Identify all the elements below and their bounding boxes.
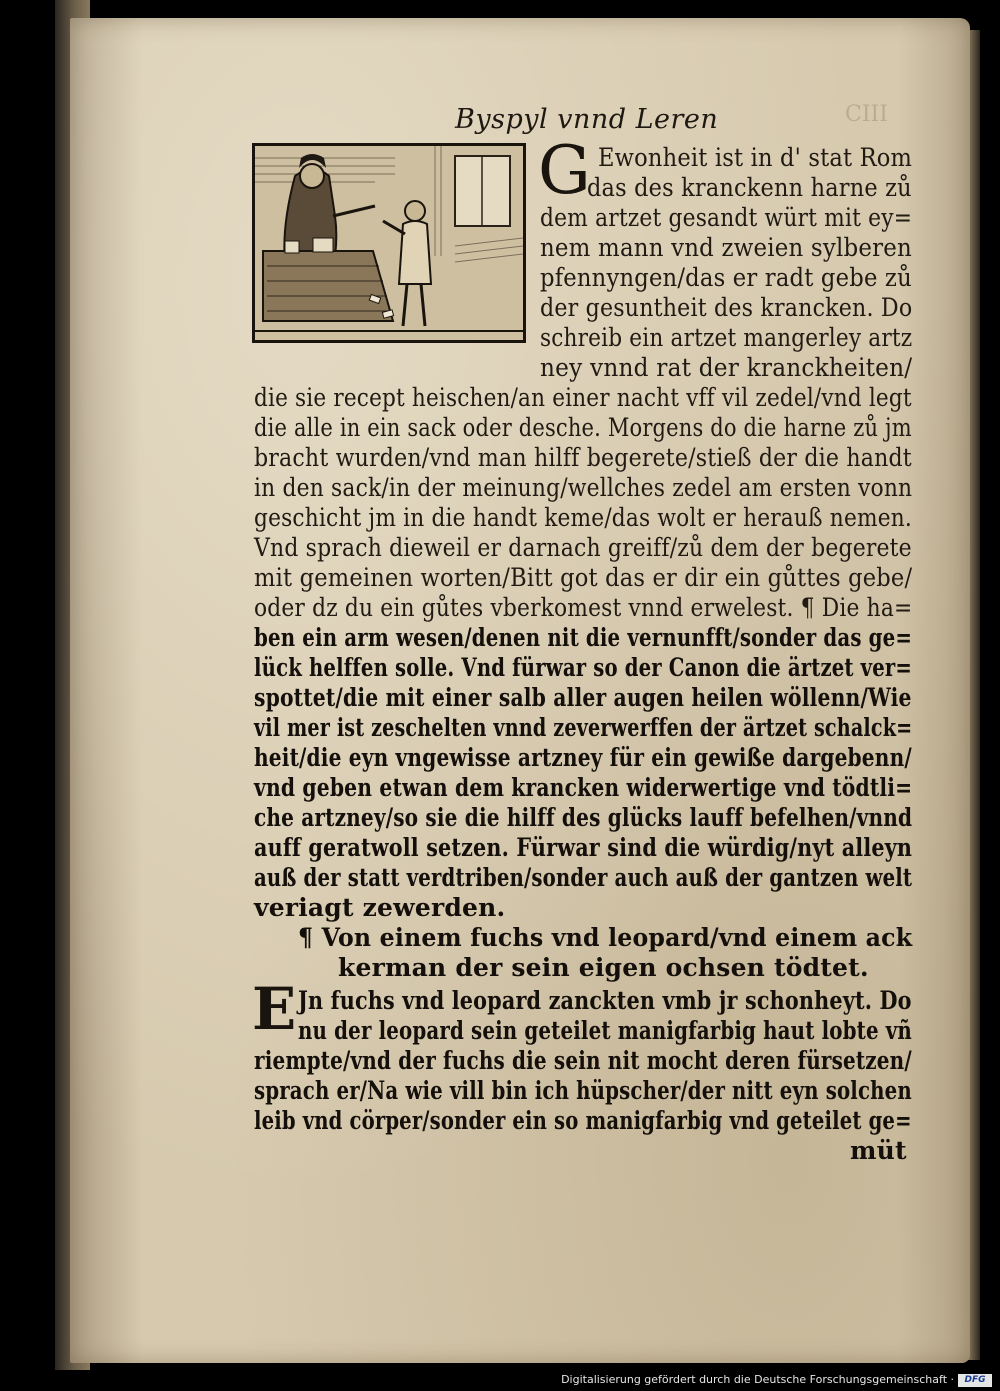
text-line: schreib ein artzet mangerley artz xyxy=(540,323,913,352)
text-line: die sie recept heischen/an einer nacht vff vil zedel/vnd legt xyxy=(254,383,912,412)
funding-credit: Digitalisierung gefördert durch die Deutsche Forschungsgemeinschaft · xyxy=(561,1373,954,1386)
text-line: heit/die eyn vngewisse artzney für ein gewiße dargebenn/ xyxy=(254,743,912,772)
drop-initial-e: E xyxy=(252,975,297,1043)
show-through-folio: CIII xyxy=(845,102,888,127)
text-line: Jn fuchs vnd leopard zanckten vmb jr schonheyt. Do xyxy=(298,986,912,1015)
text-line: ben ein arm wesen/denen nit die vernunfft/sonder das ge= xyxy=(254,623,913,652)
text-line: nem mann vnd zweien sylberen xyxy=(540,233,912,262)
text-line: che artzney/so sie die hilff des glücks lauff befelhen/vnnd xyxy=(254,803,913,832)
text-line: oder dz du ein gůtes vberkomest vnnd erwelest. ¶ Die ha= xyxy=(254,593,913,622)
text-line: leib vnd cörper/sonder ein so manigfarbig vnd geteilet ge= xyxy=(254,1106,912,1135)
text-line: auff geratwoll setzen. Fürwar sind die würdig/nyt alleyn xyxy=(254,833,913,862)
text-line: mit gemeinen worten/Bitt got das er dir ein gůttes gebe/ xyxy=(254,563,913,592)
text-line: spottet/die mit einer salb aller augen heilen wöllenn/Wie xyxy=(254,683,912,712)
text-line: riempte/vnd der fuchs die sein nit mocht deren fürsetzen/ xyxy=(254,1046,912,1075)
running-title: Byspyl vnnd Leren xyxy=(455,104,719,135)
drop-initial-g: G xyxy=(538,132,591,209)
dfg-logo-icon: DFG xyxy=(958,1374,992,1387)
text-line: das des kranckenn harne zů xyxy=(587,173,912,202)
footer-bar xyxy=(0,1371,1000,1391)
text-line: lück helffen solle. Vnd fürwar so der Canon die ärtzet ver= xyxy=(254,653,913,682)
text-line: veriagt zewerden. xyxy=(254,893,506,922)
text-line: Vnd sprach dieweil er darnach greiff/zů dem der begerete xyxy=(254,533,912,562)
text-line: sprach er/Na wie vill bin ich hüpscher/der nitt eyn solchen xyxy=(254,1076,912,1105)
chapter-heading-line: kerman der sein eigen ochsen tödtet. xyxy=(338,953,869,982)
text-line: geschicht jm in die handt keme/das wolt er herauß nemen. xyxy=(254,503,912,532)
text-line: ney vnnd rat der kranckheiten/ xyxy=(540,353,913,382)
text-line: nu der leopard sein geteilet manigfarbig haut lobte vñ xyxy=(298,1016,912,1045)
text-line: Ewonheit ist in d' stat Rom xyxy=(598,143,913,172)
text-line: vil mer ist zeschelten vnnd zeverwerffen der ärtzet schalck= xyxy=(254,713,913,742)
text-line: der gesuntheit des krancken. Do xyxy=(540,293,913,322)
text-line: pfennyngen/das er radt gebe zů xyxy=(540,263,912,292)
text-line: auß der statt verdtriben/sonder auch auß der gantzen welt xyxy=(254,863,913,892)
text-line: in den sack/in der meinung/wellches zedel am ersten vonn xyxy=(254,473,913,502)
chapter-heading-line: ¶ Von einem fuchs vnd leopard/vnd einem ack xyxy=(298,923,913,952)
text-line: die alle in ein sack oder desche. Morgens do die harne zů jm xyxy=(254,413,912,442)
text-line: dem artzet gesandt würt mit ey= xyxy=(540,203,913,232)
text-line: vnd geben etwan dem krancken widerwertige vnd tödtli= xyxy=(254,773,913,802)
catchword: müt xyxy=(850,1136,907,1165)
text-line: bracht wurden/vnd man hilff begerete/stieß der die handt xyxy=(254,443,912,472)
